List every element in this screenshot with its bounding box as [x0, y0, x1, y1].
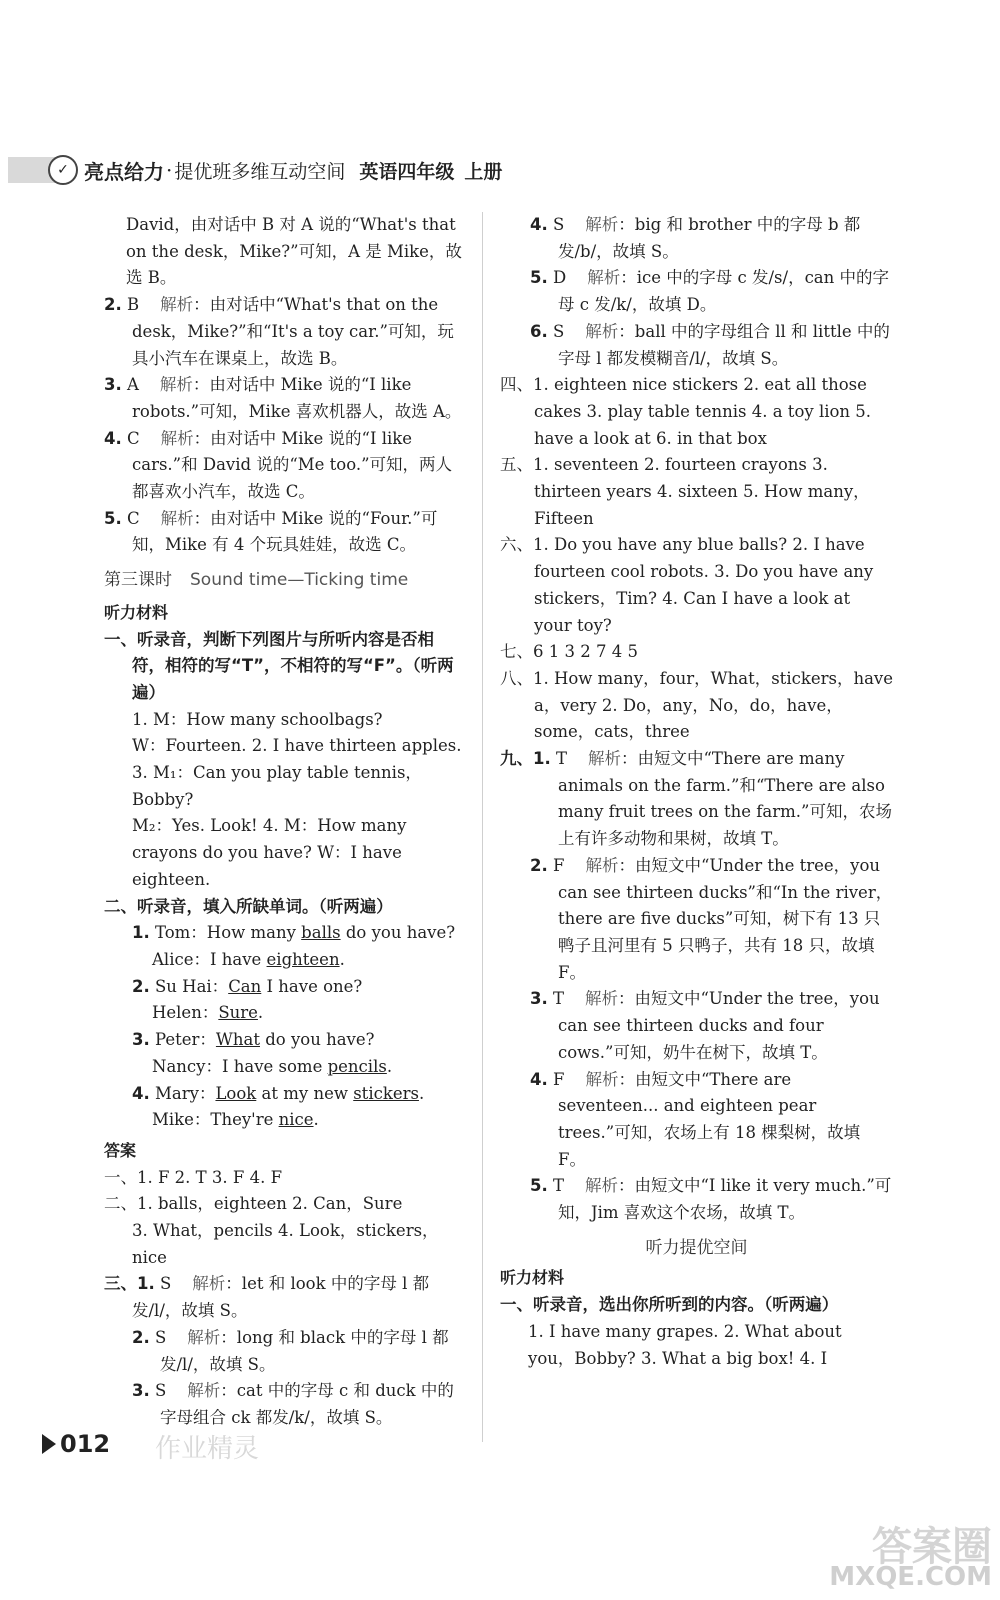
- listening-line: 1. M：How many schoolbags?: [132, 709, 383, 729]
- right-column: [500, 212, 893, 1372]
- dialogue-item-2: 2. Su Hai：Can I have one? Helen：Sure.: [132, 976, 363, 1023]
- answer-section-7: 七、6 1 3 2 7 4 5: [500, 642, 638, 662]
- answer-9-1: 九、1. T 解析：由短文中“There are many animals on the farm.”和“There are also many fruit trees on the farm.”可知，农场上有许多动物和果树，故填 T。: [500, 749, 892, 849]
- answer-line-1: 一、1. F 2. T 3. F 4. F: [104, 1167, 283, 1187]
- listening-section-2-title: 二、听录音，填入所缺单词。（听两遍）: [104, 896, 393, 916]
- listening-section-1-title: 一、听录音，判断下列图片与所听内容是否相符，相符的写“T”，不相符的写“F”。（听两遍）: [104, 629, 454, 702]
- answer-continuation: David，由对话中 B 对 A 说的“What's that on the desk，Mike?”可知，A 是 Mike，故选 B。: [126, 215, 462, 288]
- answer-3-1: 三、1. S 解析：let 和 look 中的字母 l 都发/l/，故填 S。: [104, 1274, 430, 1321]
- answer-item-2: 2. B 解析：由对话中“What's that on the desk，Mike?”和“It's a toy car.”可知，玩具小汽车在课桌上，故选 B。: [104, 295, 454, 368]
- answer-9-4: 4. F 解析：由短文中“There are seventeen... and eighteen pear trees.”可知，农场上有 18 棵梨树，故填 F。: [530, 1069, 861, 1169]
- listening-material-title-2: 听力材料: [500, 1268, 565, 1288]
- dialogue-item-4: 4. Mary：Look at my new stickers. Mike：They're nice.: [132, 1083, 425, 1130]
- listening-line: M₂：Yes. Look! 4. M：How many crayons do you have? W：I have eighteen.: [132, 816, 407, 889]
- answer-3-5: 5. D 解析：ice 中的字母 c 发/s/，can 中的字母 c 发/k/，故填 D。: [530, 268, 890, 315]
- lesson-heading: [104, 567, 464, 594]
- page-number: 012: [42, 1430, 110, 1458]
- lesson-title-en: Sound time—Ticking time: [190, 570, 409, 591]
- watermark: 作业精灵: [155, 1434, 260, 1464]
- section-heading: 听力提优空间: [645, 1237, 748, 1258]
- header-book: 英语四年级: [359, 160, 455, 183]
- column-divider: [482, 212, 483, 1442]
- answer-item-3: 3. A 解析：由对话中 Mike 说的“I like robots.”可知，Mike 喜欢机器人，故选 A。: [104, 375, 462, 421]
- header-separator: ·: [166, 158, 173, 182]
- answer-3-2: 2. S 解析：long 和 black 中的字母 l 都发/l/，故填 S。: [132, 1327, 449, 1374]
- answer-section-6: 六、1. Do you have any blue balls? 2. I have fourteen cool robots. 3. Do you have any stickers，Tim? 4. Can I have a look at your toy?: [500, 535, 874, 635]
- answer-3-6: 6. S 解析：ball 中的字母组合 ll 和 little 中的字母 l 都发模糊音/l/，故填 S。: [530, 321, 890, 368]
- answer-section-4: 四、1. eighteen nice stickers 2. eat all those cakes 3. play table tennis 4. a toy lion 5. have a look at 6. in that box: [500, 375, 872, 448]
- answer-3-4: 4. S 解析：big 和 brother 中的字母 b 都发/b/，故填 S。: [530, 215, 861, 261]
- answer-3-3: 3. S 解析：cat 中的字母 c 和 duck 中的字母组合 ck 都发/k/，故填 S。: [132, 1381, 454, 1427]
- answer-section-8: 八、1. How many，four，What，stickers，have a，very 2. Do，any，No，do，have，some，cats，three: [500, 668, 894, 742]
- answer-line-2b: 3. What，pencils 4. Look，stickers，nice: [132, 1221, 439, 1267]
- listening-text: 1. I have many grapes. 2. What about you，Bobby? 3. What a big box! 4. I: [528, 1321, 842, 1368]
- left-column: [104, 212, 464, 1432]
- page-header: [8, 150, 648, 190]
- dialogue-item-3: 3. Peter：What do you have? Nancy：I have some pencils.: [132, 1030, 393, 1076]
- answer-item-4: 4. C 解析：由对话中 Mike 说的“I like cars.”和 David 说的“Me too.”可知，两人都喜欢小汽车，故选 C。: [104, 428, 453, 502]
- header-subtitle: 提优班多维互动空间: [174, 160, 346, 183]
- header-volume: 上册: [464, 160, 503, 183]
- listening-line: W：Fourteen. 2. I have thirteen apples.: [132, 736, 462, 756]
- brand-logo-icon: ✓: [48, 155, 78, 185]
- dialogue-item-1: 1. Tom：How many balls do you have? Alice：I have eighteen.: [132, 923, 456, 969]
- answer-9-3: 3. T 解析：由短文中“Under the tree，you can see thirteen ducks and four cows.”可知，奶牛在树下，故填 T。: [530, 989, 880, 1062]
- listening-section-title: 一、听录音，选出你所听到的内容。（听两遍）: [500, 1295, 839, 1315]
- corner-watermark: 答案圈 MXQE.COM: [829, 1524, 992, 1592]
- answer-section-5: 五、1. seventeen 2. fourteen crayons 3. thirteen years 4. sixteen 5. How many，Fifteen: [500, 455, 870, 528]
- answer-item-5: 5. C 解析：由对话中 Mike 说的“Four.”可知，Mike 有 4 个玩具娃娃，故选 C。: [104, 508, 438, 555]
- answer-line-2: 二、1. balls，eighteen 2. Can，Sure: [104, 1194, 403, 1214]
- play-triangle-icon: [42, 1434, 56, 1454]
- answer-9-2: 2. F 解析：由短文中“Under the tree，you can see thirteen ducks”和“In the river，there are five ducks”可知，树下有 13 只鸭子且河里有 5 只鸭子，共有 18 只，故填 F。: [530, 855, 893, 982]
- lesson-title-cn: 第三课时: [104, 570, 172, 591]
- header-brand: 亮点给力: [84, 159, 164, 184]
- listening-line: 3. M₁：Can you play table tennis，Bobby?: [132, 763, 422, 809]
- answers-title: 答案: [104, 1140, 137, 1160]
- answer-9-5: 5. T 解析：由短文中“I like it very much.”可知，Jim 喜欢这个农场，故填 T。: [530, 1176, 892, 1223]
- listening-material-title: 听力材料: [104, 602, 169, 622]
